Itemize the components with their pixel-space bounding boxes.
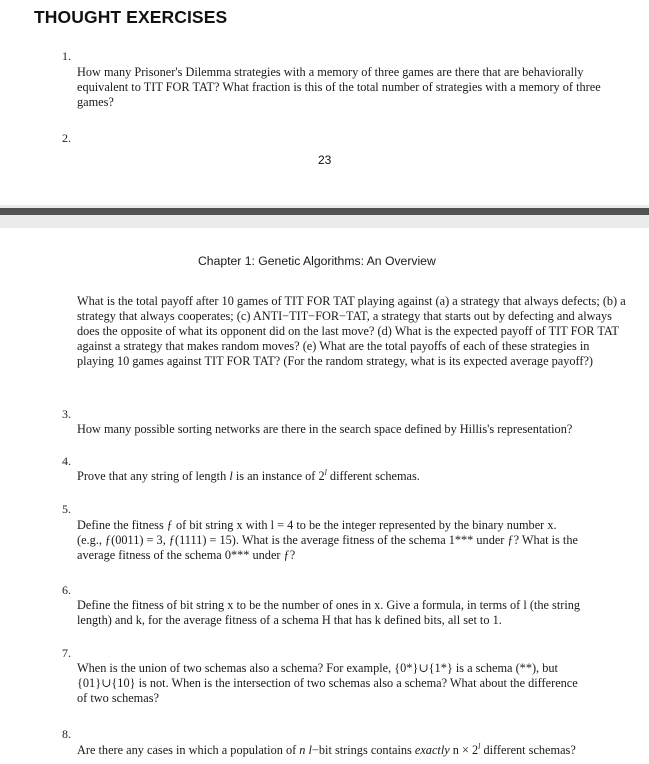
item-number-6: 6. <box>62 583 71 597</box>
exercise-5-text: Define the fitness ƒ of bit string x with l = 4 to be the integer represented by the binary number x. (e.g., ƒ(0011) = 3, ƒ(1111) = 15). What is the average fitness of the schema 1*** under ƒ? What is the average fitness of the schema 0*** under ƒ? <box>77 518 578 562</box>
item-number-3: 3. <box>62 407 71 421</box>
item-number-2: 2. <box>62 131 71 145</box>
page-separator-bar <box>0 208 649 215</box>
page-23 <box>0 0 649 204</box>
item-number-4: 4. <box>62 454 71 468</box>
exercise-4-text: Prove that any string of length l is an instance of 2$^l$ different schemas. <box>77 467 420 483</box>
section-heading: THOUGHT EXERCISES <box>34 7 228 27</box>
item-number-7: 7. <box>62 646 71 660</box>
exercise-6-text: Define the fitness of bit string x to be the number of ones in x. Give a formula, in terms of l (the string length) and k, for the average fitness of a schema H that has k defined bits, all set to 1. <box>77 598 581 627</box>
exercise-7-text: When is the union of two schemas also a schema? For example, {0*}∪{1*} is a schema (**), but {01}∪{10} is not. When is the intersection of two schemas also a schema? What about the difference of two schemas? <box>77 661 578 705</box>
page-number: 23 <box>318 153 332 167</box>
exercise-2-text: What is the total payoff after 10 games of TIT FOR TAT playing against (a) a strategy that always defects; (b) a strategy that always cooperates; (c) ANTI−TIT−FOR−TAT, a strategy that starts out by defecting and always does the opposite of what its opponent did on the last move? (d) What is the expected payoff of TIT FOR TAT against a strategy that makes random moves? (e) What are the total payoffs of each of these strategies in playing 10 games against TIT FOR TAT? (For the random strategy, what is its expected average payoff?) <box>77 294 626 368</box>
page-separator <box>0 205 649 228</box>
exercise-3-text: How many possible sorting networks are there in the search space defined by Hillis's representation? <box>77 422 573 436</box>
item-number-1: 1. <box>62 49 71 63</box>
exercise-1-text: How many Prisoner's Dilemma strategies with a memory of three games are there that are behaviorally equivalent to TIT FOR TAT? What fraction is this of the total number of strategies with a memory of three games? <box>77 65 601 109</box>
exercise-8-text: Are there any cases in which a population of n l−bit strings contains exactly $n \times 2^l$ different schemas? <box>77 741 576 757</box>
running-head: Chapter 1: Genetic Algorithms: An Overview <box>198 254 436 268</box>
item-number-5: 5. <box>62 502 71 516</box>
item-number-8: 8. <box>62 727 71 741</box>
